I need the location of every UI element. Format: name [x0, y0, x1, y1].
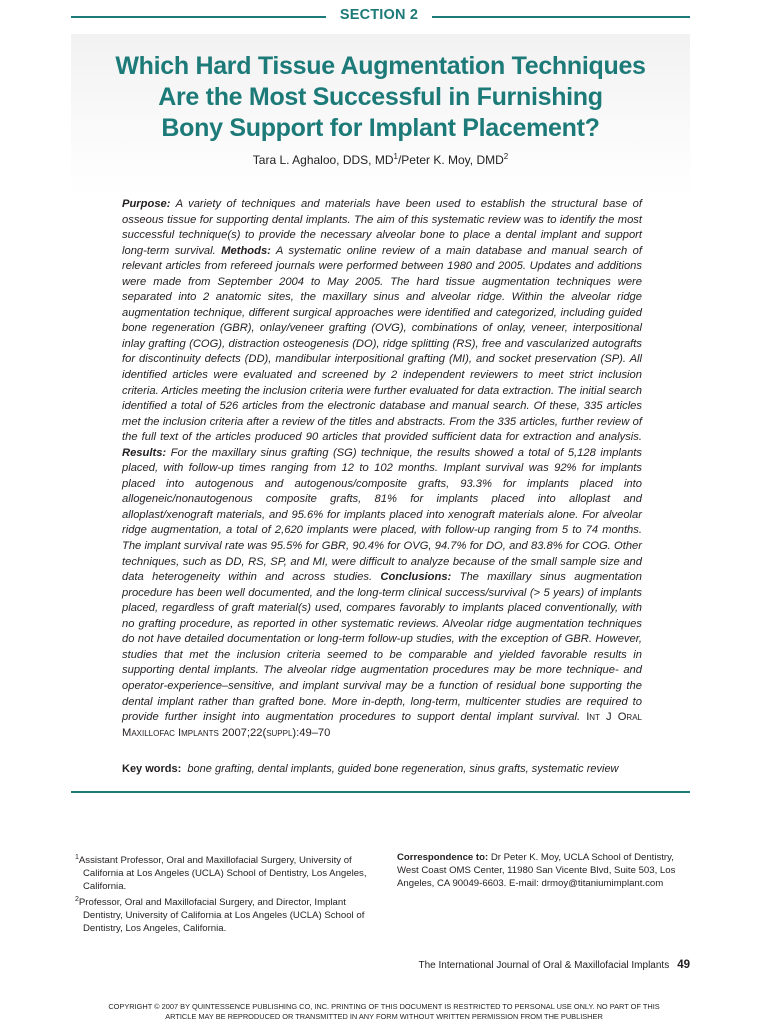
section-rule-right: [432, 16, 690, 18]
abstract-bottom-rule: [71, 791, 690, 793]
methods-text: A systematic online review of a main database and manual search of relevant articles from refereed journals were performed between 1980 and 2005. Updates and additions were made from September 2004 to May 2005. The hard tissue augmentation techniques were separated into 2 anatomic sites, the maxillary sinus and alveolar ridge. Within the alveolar ridge augmentation technique, different surgical approaches were identified and categorized, including guided bone regeneration (GBR), onlay/veneer grafting (OVG), combinations of onlay, veneer, interpositional inlay grafting (COG), distraction osteogenesis (DO), ridge splitting (RS), free and vascularized autografts for discontinuity defects (DD), mandibular interpositional grafting (MI), and socket preservation (SP). All identified articles were evaluated and screened by 2 independent reviewers to meet strict inclusion criteria. Articles meeting the inclusion criteria were further evaluated for data extraction. The initial search identified a total of 526 articles from the electronic database and manual search. Of these, 335 articles met the inclusion criteria after a review of the titles and abstracts. From the 335 articles, further review of the full text of the articles produced 90 articles that provided sufficient data for extraction and analysis.: [122, 244, 643, 444]
author-2: /Peter K. Moy, DMD: [397, 153, 504, 167]
footer-journal-name: The International Journal of Oral & Maxillofacial Implants: [418, 960, 670, 971]
citation-suppl: suppl: [266, 726, 293, 739]
citation-pages: ):49–70: [292, 726, 331, 739]
affiliation-1-text: Assistant Professor, Oral and Maxillofacial Surgery, University of California at Los Angeles (UCLA) School of Dentistry, Los Angeles, California.: [78, 855, 367, 893]
purpose-text: A variety of techniques and materials have been used to establish the structural base of osseous tissue for supporting dental implants. The aim of this systematic review was to identify the most successful technique(s) to provide the necessary alveolar bone to place a dental implant and support long-term survival.: [122, 198, 642, 257]
methods-label: Methods:: [221, 244, 271, 257]
affiliations: [75, 851, 375, 935]
correspondence-label: Correspondence to:: [397, 852, 489, 863]
results-text: For the maxillary sinus grafting (SG) technique, the results showed a total of 5,128 implants placed, with follow-up times ranging from 12 to 102 months. Implant survival was 92% for implants placed into autogenous and autogenous/composite grafts, 93.3% for implants placed into allogeneic/nonautogenous composite grafts, 81% for implants placed into alloplast and alloplast/xenograft materials, and 95.6% for implants placed into xenograft materials alone. For alveolar ridge augmentation, a total of 2,620 implants were placed, with follow-up ranging from 5 to 74 months. The implant survival rate was 95.5% for GBR, 90.4% for OVG, 94.7% for DO, and 83.8% for COG. Other techniques, such as DD, RS, SP, and MI, were difficult to analyze because of the small sample size and data heterogeneity within and across studies.: [122, 446, 642, 584]
purpose-label: Purpose:: [122, 198, 171, 210]
copyright-line-2: ARTICLE MAY BE REPRODUCED OR TRANSMITTED IN ANY FORM WITHOUT WRITTEN PERMISSION FROM THE PUBLISHER: [165, 1012, 603, 1021]
affiliation-2: [75, 893, 375, 935]
affiliation-1-sup: 1: [75, 854, 79, 861]
footer: [370, 959, 690, 971]
title-line-3: Bony Support for Implant Placement?: [161, 114, 600, 142]
affiliation-2-sup: 2: [75, 896, 79, 904]
article-title: [71, 51, 690, 144]
page-number: 49: [677, 959, 690, 971]
correspondence: [397, 851, 697, 890]
author-1: Tara L. Aghaloo, DDS, MD: [252, 153, 394, 167]
conclusions-text: The maxillary sinus augmentation procedure has been well documented, and the long-term clinical success/survival (> 5 years) of implants placed, regardless of graft material(s) used, compares favorably to implants placed conventionally, with no grafting procedure, as reported in other systematic reviews. Alveolar ridge augmentation techniques do not have detailed documentation or long-term follow-up studies, with the exception of GBR. However, studies that met the inclusion criteria seemed to be comparable and yielded favorable results in supporting dental implants. The alveolar ridge augmentation procedures may be more technique- and operator-experience–sensitive, and implant survival may be a function of residual bone supporting the dental implant rather than grafted bone. More in-depth, long-term, multicenter studies are required to provide further insight into augmentation procedures to support dental implant survival.: [122, 571, 642, 724]
correspondence-text: Dr Peter K. Moy, UCLA School of Dentistry, West Coast OMS Center, 11980 San Vicente Blvd, Suite 503, Los Angeles, CA 90049-6603. E-mail: drmoy@titaniumimplant.com: [397, 852, 676, 889]
affiliation-1: [75, 851, 375, 893]
affiliation-2-text: Professor, Oral and Maxillofacial Surgery, and Director, Implant Dentistry, University of California at Los Angeles (UCLA) School of Dentistry, Los Angeles, California.: [78, 897, 365, 935]
citation-journal: Int J Oral Maxillofac Implants: [122, 711, 642, 739]
title-line-1: Which Hard Tissue Augmentation Techniques: [115, 52, 646, 80]
author-2-sup: 2: [503, 152, 509, 161]
copyright-line-1: COPYRIGHT © 2007 BY QUINTESSENCE PUBLISHING CO, INC. PRINTING OF THIS DOCUMENT IS RESTRICTED TO PERSONAL USE ONLY. NO PART OF THIS: [108, 1002, 660, 1011]
author-list: [71, 152, 690, 167]
copyright-notice: [60, 1002, 708, 1022]
keywords-label: Key words:: [122, 763, 182, 775]
keywords-text: bone grafting, dental implants, guided bone regeneration, sinus grafts, systematic review: [187, 763, 619, 775]
results-label: Results:: [122, 446, 167, 459]
section-label: SECTION 2: [339, 7, 419, 23]
author-1-sup: 1: [393, 152, 398, 161]
section-rule-left: [71, 16, 326, 18]
keywords: [122, 763, 662, 775]
abstract: [122, 197, 642, 741]
title-line-2: Are the Most Successful in Furnishing: [158, 83, 603, 111]
conclusions-label: Conclusions:: [380, 571, 452, 584]
citation-ref: 2007;22(: [218, 726, 267, 739]
